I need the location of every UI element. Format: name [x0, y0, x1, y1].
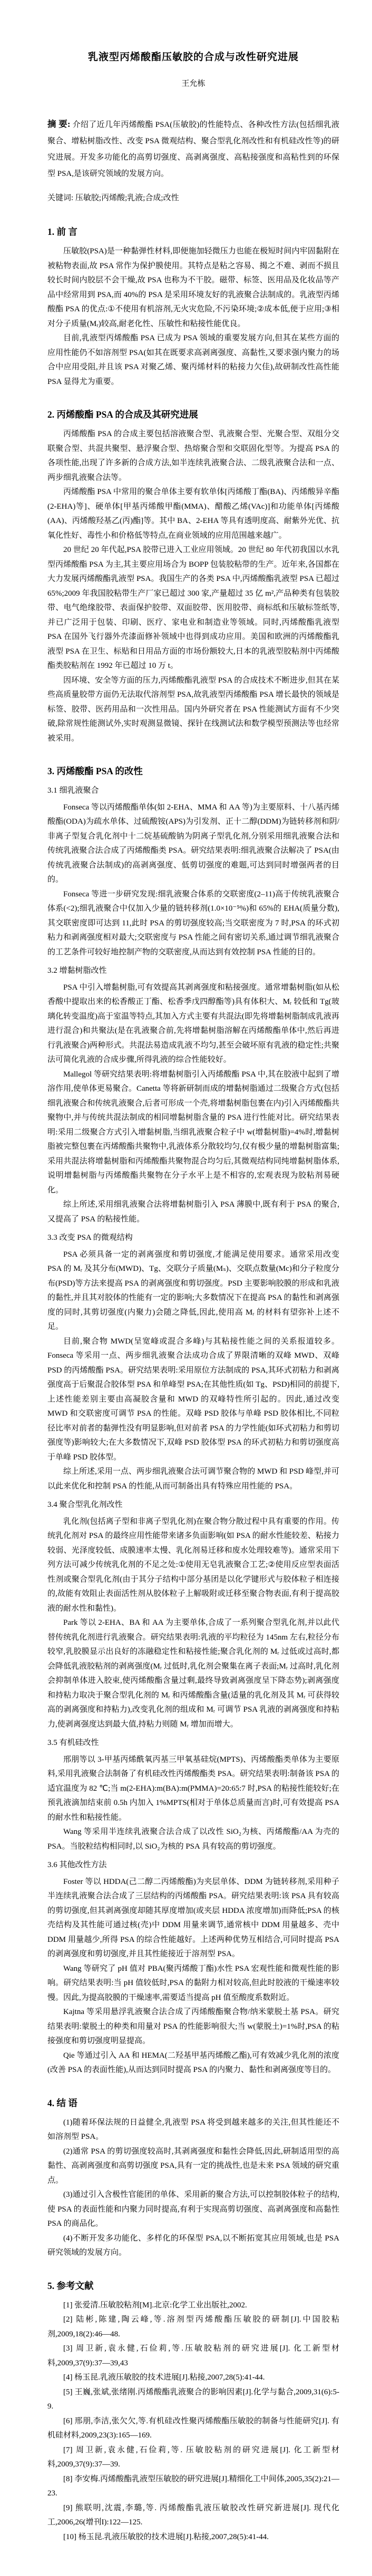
abstract-text: 介绍了近几年丙烯酸酯 PSA(压敏胶)的性能特点、各种改性方法(包括细乳液聚合、增粘树脂改性、改变 PSA 微观结构、聚合型乳化剂改性和有机硅改性等)的研究进展。开发多功能化的高剪切强度、高剥离强度、高粘接强度和高粘性到的环保型 PSA,是该研究领域的发展方向。 [47, 121, 339, 178]
keywords-line [47, 190, 339, 206]
paragraph: 乳化剂(包括离子型和非离子型乳化剂)在聚合物分散过程中具有重要的作用。传统乳化剂对 PSA 的最终应用性能带来诸多负面影响(如 PSA 的耐水性能较差、粘接力较弱、光泽度较低、成膜速率太慢、乳化剂易迁移和废水处理较难等)。通常采用下列方法可减少传统乳化剂的不足之处:①使用无皂乳液聚合工艺;②使用反应型表面活性剂或聚合型乳化剂(由于其分子结构中部分基团是以化学键形式与胶体粒子相连接的,故能有效阻止表面活性剂从胶体粒子上解吸附或迁移至聚合物表面,有利于提高胶液的耐水性和黏性)。 [47, 1517, 339, 1613]
paragraph: 丙烯酸酯 PSA 的合成主要包括溶液聚合型、乳液聚合型、光聚合型、双组分交联聚合型、共混共聚型、悬浮聚合型、热熔聚合型和交联固化型等。为提高 PSA 的各项性能,出现了许多新的合成方法,如半连续乳液聚合法、二级乳液聚合法和一点、两步细乳液聚合法等。 [47, 430, 339, 482]
paragraph: Fonseca 等以丙烯酸酯单体(如 2-EHA、MMA 和 AA 等)为主要原料、十八基丙烯酸酯(ODA)为疏水单体、过硫酸铵(APS)为引发剂、正十二醇(DDM)为链转移剂和阴/非离子型复合乳化剂中十二烷基硫酸钠为阴离子型乳化剂,分别采用细乳液聚合法和传统乳液聚合法合成了丙烯酸酯类 PSA。研究结果表明:细乳液聚合法解决了 PSA(由传统乳液聚合法制成)的高剥离强度、低剪切强度的难题,可达到同时增强两者的目的。 [47, 803, 339, 884]
reference-item: [3] 周卫新,袁永健,石俭莉,等.压敏胶粘剂的研究进展[J]. 化工新型材料,2009,37(9):37—39,43 [47, 2344, 339, 2367]
page-title: 乳液型丙烯酸酯压敏胶的合成与改性研究进展 [87, 52, 299, 63]
reference-item: [5] 王巍,张斌,张绪刚.丙烯酸酯乳液聚合的影响因素[J].化学与黏合,2009,31(6):5-9. [47, 2387, 339, 2411]
reference-item: [8] 李安梅.丙烯酸酯乳液型压敏胶的研究进展[J].精细化工中间体,2005,35(2):21—23. [47, 2474, 339, 2498]
paragraph: Wang 等研究了 pH 值对 PBA(聚丙烯酸丁酯)水性 PSA 宏观性能和微观性能的影响。研究结果表明:当 pH 值较低时,PSA 的黏附力相对较高,但此时胶液的干燥速率较慢。因此,为提高胶膜的干燥速率,需要适当提高 pH 值至酸度系数附近。 [47, 1964, 339, 2002]
abstract [47, 116, 339, 182]
subsection-heading-3-4: 3.4 聚合型乳化剂改性 [47, 1501, 123, 1509]
paragraph: 因环境、安全等方面的压力,丙烯酸酯乳液型 PSA 的合成技术不断进步,但其在某些高质量胶带方面仍无法取代溶剂型 PSA,故乳液型丙烯酸酯 PSA 增长最快的领域是标签、胶带、医药用品和一次性用品。国内外研究者在 PSA 性能测试方面有不少突破,除常规性能测试外,实时观测显微镜、探针在线测试法和数学模型预测法等也经常被采用。 [47, 676, 339, 743]
reference-item: [10] 杨玉昆.乳液压敏胶的技术进展[J].粘接,2007,28(5):41-44. [63, 2532, 269, 2541]
paragraph: 综上所述,采用细乳液聚合法将增黏树脂引入 PSA 薄膜中,既有利于 PSA 的聚合,又提高了 PSA 的粘接性能。 [47, 1200, 339, 1223]
paragraph: Foster 等以 HDDA(己二醇二丙烯酸酯)为夹层单体、DDM 为链转移剂,采用种子半连续乳液聚合法合成了三层结构的丙烯酸酯 PSA。研究结果表明:该 PSA 具有较高的剪切强度,但其剥离强度却随其厚度增加(或夹层 HDDA 浓度增加)而降低;PSA 的核壳结构及其性能可通过核(壳)中 DDM 用量来调节,通常核中 DDM 用量越多、壳中 DDM 用量越少,所得 PSA 的综合性能越好。上述两种优势互相结合,可同时提高 PSA 的剥离强度和剪切强度,并且其性能接近于溶剂型 PSA。 [47, 1877, 339, 1958]
paragraph: Kajtna 等采用悬浮乳液聚合法合成了丙烯酸酯聚合物/纳米蒙脱土基 PSA。研究结果表明:蒙脱土的种类和用量对 PSA 的性能影响很大;当 w(蒙脱土)=1%时,PSA 的粘接强度和剪切强度明显提高。 [47, 2008, 339, 2045]
paragraph: 压敏胶(PSA)是一种黏弹性材料,即便施加轻微压力也能在极短时间内牢固黏附在被粘物表面,故 PSA 常作为保护膜使用。其特点是粘之容易、揭之不难、剥而不损且较长时间内胶层不会干燥,故 PSA 也称为不干胶。磁带、标签、医用品及化妆品等产品中经常用到 PSA,而 40%的 PSA 是采用环境友好的乳液聚合法制成的。乳液型丙烯酸酯 PSA 的优点:①不使用有机溶剂,无火灾危险,不污染环境;②成本低,便于应用;③相对分子质量(Mᵣ)较高,耐老化性、压敏性和粘接性能优良。 [47, 247, 339, 328]
section-heading-5: 5. 参考文献 [47, 2280, 94, 2291]
paragraph: 综上所述,采用一点、两步细乳液聚合法可调节聚合物的 MWD 和 PSD 峰型,并可以此来优化和控制 PSA 的性能,从而可制备出具有特殊应用性能的 PSA。 [47, 1467, 339, 1491]
author: 王允栋 [181, 80, 205, 88]
paragraph: Park 等以 2-EHA、BA 和 AA 为主要单体,合成了一系列聚合型乳化剂,并以此代替传统乳化剂进行乳液聚合。研究结果表明:乳液的平均粒径为 145nm 左右,粒径分布较窄,乳胶膜显示出良好的冻融稳定性和粘接性能;聚合乳化剂的 Mᵣ 过低或过高时,都会降低乳液胶粘剂的剥离强度(Mᵣ 过低时,乳化剂会聚集在离子表面;Mᵣ 过高时,乳化剂会抑制单体进入胶束,使丙烯酸酯含量过剩,最终导致剥离强度呈下降态势);剥离强度和持粘力取决于聚合型乳化剂的 Mᵣ 和丙烯酸酯含量(适量的乳化剂及其 Mᵣ 可获得较高的剥离强度和持粘力),改变乳化剂的组成和 Mᵣ 可调节 PSA 乳液的剥离强度和持粘力,使剥离强度达到最大值,持粘力则随 Mᵣ 增加而增大。 [47, 1618, 339, 1729]
subsection-heading-3-3: 3.3 改变 PSA 的微观结构 [47, 1233, 133, 1242]
keywords-label: 关键词: [47, 194, 74, 202]
reference-item: [4] 杨玉昆.乳液压敏胶的技术进展[J].粘接,2007,28(5):41-44. [63, 2373, 265, 2382]
reference-item: [2] 陆彬,陈建,陶云峰,等.溶剂型丙烯酸酯压敏胶的研制[J].中国胶粘剂,2009,18(2):46—48. [47, 2315, 339, 2338]
paragraph: (4)不断开发多功能化、多样化的环保型 PSA,以不断拓宽其应用领域,也是 PSA 研究领域的发展方向。 [47, 2234, 339, 2257]
subsection-heading-3-5: 3.5 有机硅改性 [47, 1739, 99, 1747]
paragraph: PSA 必须具备一定的剥离强度和剪切强度,才能满足使用要求。通常采用改变 PSA 的 Mᵣ 及其分布(MWD)、Tg、交联分子质量(Mₛ)、交联点数量(Mc)和分子粒度分布(PSD)等方法来提高 PSA 的剥离强度和剪切强度。PSD 主要影响胶膜的形成和乳液的黏性,并且其对胶体的性能有一定的影响;大多数情况下在提高 PSA 的黏性和剥离强度的同时,其剪切强度(内聚力)会随之降低,因此,使用高 Mᵣ 的材料有望弥补上述不足。 [47, 1250, 339, 1331]
paragraph: 20 世纪 20 年代起,PSA 胶带已进入工业应用领域。20 世纪 80 年代初我国以水乳型丙烯酸酯 PSA 为主,其主要应用场合为 BOPP 包装胶粘带的生产。近年来,各国都在大力发展丙烯酸酯乳液型 PSA。我国生产的各类 PSA 中,丙烯酸酯乳液型 PSA 已超过 65%;2009 年我国胶粘带生产厂家已超过 300 家,产量超过 35 亿 m²,产品种类有包装胶带、电气绝缘胶带、表面保护胶带、双面胶带、医用胶带、商标纸和压敏标签纸等,并已广泛用于包装、印刷、医疗、家电业和制造业等领域。同时,丙烯酸酯乳液型 PSA 在国外飞行器外壳漆面修补领域中也得到成功应用。美国和欧洲的丙烯酸酯乳液型 PSA 在卫生、标贴和日用品方面的市场份额较大,日本的乳液型胶粘剂中丙烯酸酯类胶粘剂在 1992 年已超过 10 万 t。 [47, 546, 339, 670]
paragraph: Wang 等采用半连续乳液聚合法合成了以改性 SiO₂为核、丙烯酸酯/AA 为壳的 PSA。当胶粒结构相同时,以 SiO₂为核的 PSA 具有较高的剪切强度。 [47, 1828, 339, 1851]
section-heading-4: 4. 结 语 [47, 2097, 77, 2108]
paragraph: (3)通过引入含极性官能团的单体、采用新的聚合方法,可以控制胶体粒子的结构,使 PSA 的表面性能和内聚力同时提高,有利于实现高剪切强度、高剥离强度和高黏性 PSA 的商品化。 [47, 2190, 339, 2228]
subsection-heading-3-1: 3.1 细乳液聚合 [47, 786, 99, 795]
paragraph: PSA 中引入增黏树脂,可有效提高其剥离强度和粘接强度。通常增黏树脂(如从松香酸中提取出来的松香酸正丁酯、松香季戊四醇酯等)具有体积大、Mᵣ 较低和 Tg(玻璃化转变温度)高于室温等特点,其加入方式主要有共混法(即先将增黏树脂制成乳液再进行混合)和共聚法(是在乳液聚合前,先将增黏树脂溶解在丙烯酸酯单体中,然后再进行乳液聚合)两种形式。共混法易造成乳液不均匀,甚至会破坏原有乳液的稳定性;共聚法可简化乳液的合成步骤,所得乳液的综合性能较好。 [47, 983, 339, 1064]
subsection-heading-3-6: 3.6 其他改性方法 [47, 1861, 107, 1869]
paragraph: 邢朋等以 3-甲基丙烯酰氧丙基三甲氧基硅烷(MPTS)、丙烯酸酯类单体为主要原料,采用乳液聚合法制备了有机硅改性丙烯酸酯类 PSA。研究结果表明:制备该 PSA 的适宜温度为 82 ℃;当 m(2-EHA):m(BA):m(PMMA)=20:65:7 时,PSA 的粘接性能较好;在预乳液滴加结束前 0.5h 内加入 1%MPTS(相对于单体总质量而言)时,可有效提高 PSA 的耐水性和粘接性能。 [47, 1755, 339, 1822]
keywords-text: 压敏胶;丙烯酸;乳液;合成;改性 [75, 194, 179, 202]
paragraph: Qie 等通过引入 AA 和 HEMA(二羟基甲基丙烯酸乙酯),可有效减少乳化剂的浓度(改善 PSA 的表面性能),从而达到同时提高 PSA 的内聚力、黏性和剥离强度等目的。 [47, 2051, 339, 2074]
section-heading-3: 3. 丙烯酸酯 PSA 的改性 [47, 766, 143, 776]
paragraph: (1)随着环保法规的日益健全,乳液型 PSA 将受到越来越多的关注,但其性能还不如溶剂型 PSA。 [47, 2118, 339, 2141]
reference-item: [6] 邢朋,李洁,张欠欠,等.有机硅改性聚丙烯酸酯压敏胶的制备与性能研究[J]. 有机硅材料,2009,23(3):165—169. [47, 2416, 339, 2440]
paragraph: 目前,乳液型丙烯酸酯 PSA 已成为 PSA 领域的重要发展方向,但其在某些方面的应用性能仍不如溶剂型 PSA(如其在既要求高剥离强度、高黏性,又要求强内聚力的场合中应用受阻,并且该 PSA 对聚乙烯、聚丙烯材料的粘接力欠佳),故研制改性高性能 PSA 显得尤为重要。 [47, 334, 339, 386]
subsection-heading-3-2: 3.2 增黏树脂改性 [47, 966, 107, 975]
section-heading-1: 1. 前 言 [47, 226, 77, 237]
reference-item: [1] 张爱清.压敏胶粘剂[M].北京:化学工业出版社,2002. [63, 2301, 247, 2309]
reference-item: [9] 熊联明,沈震,李璐,等. 丙烯酸酯乳液压敏胶改性研究新进展[J]. 现代化工,2006,26(增刊I):122—125. [47, 2503, 339, 2526]
paragraph: Fonseca 等进一步研究发现:细乳液聚合体系的交联密度(2–11)高于传统乳液聚合体系(<2);细乳液聚合中仅加入少量的链转移剂(1.0×10⁻⁵%)和 65%的 EHA(质量分数),其交联密度即可达到 11,此时 PSA 的剪切强度较高;当交联密度为 7 时,PSA 的环式初粘力和剥离强度相对最大;交联密度与 PSA 性能之间有密切关系,通过调节细乳液聚合的工艺条件可较好地控制产物的交联密度,从而达到有效控制 PSA 性能的目的。 [47, 890, 339, 956]
section-heading-2: 2. 丙烯酸酯 PSA 的合成及其研究进展 [47, 409, 198, 420]
reference-item: [7] 周卫新,袁永健,石俭莉,等. 压敏胶粘剂的研究进展[J]. 化工新型材料,2009,37(9):37—39. [47, 2445, 339, 2469]
paragraph: 目前,聚合物 MWD(呈宽峰或混合多峰)与其粘接性能之间的关系报道较多。Fonseca 等采用一点、两步细乳液聚合法成功合成了界限清晰的双峰 MWD、双峰 PSD 的丙烯酸酯 PSA。研究结果表明:采用原位方法制成的 PSA,其环式初粘力和剥离强度高于后聚混合胶体型 PSA 和单峰型 PSA;在其他性质(如 Tg、PSD)相同的前提下,上述性能差别主要由高凝胶含量和 MWD 的双峰特性所引起的。因此,通过改变 MWD 和交联密度可调节 PSA 的性能。双峰 PSD 胶体与单峰 PSD 胶体相比,不同粒径比率对前者的黏弹性没有明显影响,但对前者 PSA 的力学性能(如环式初粘力和剪切强度等)影响较大;在大多数情况下,双峰 PSD 胶体型 PSA 的环式初粘力和剪切强度高于单峰 PSD 胶体型。 [47, 1337, 339, 1462]
abstract-label: 摘 要: [47, 119, 71, 129]
paragraph: 丙烯酸酯 PSA 中常用的聚合单体主要有软单体[丙烯酸丁酯(BA)、丙烯酸异辛酯(2-EHA)等]、硬单体[甲基丙烯酸甲酯(MMA)、醋酸乙烯(VAc)]和功能单体[丙烯酸(AA)、丙烯酸羟基乙(丙)酯]等。其中 BA、2-EHA 等具有透明度高、耐紫外光优、抗氧化性好、毒性小和价格低等特点,在商业领域的应用范围越来越广。 [47, 488, 339, 540]
paragraph: (2)通常 PSA 的剪切强度较高时,其剥离强度和黏性会降低,因此,研制适用型的高黏性、高剥离强度和高剪切强度 PSA,具有一定的挑战性,也是未来 PSA 领域的研究重点。 [47, 2147, 339, 2185]
paragraph: Mallegol 等研究结果表明:将增黏树脂引入丙烯酸酯 PSA 中,其在胶液中起到了增溶作用,使单体更易聚合。Canetta 等将新研制而成的增黏树脂通过二级聚合方式(包括细乳液聚合和传统乳液聚合,后者可形成一个壳,将增黏树脂包裹在内)引入丙烯酸酯共聚物中,并与传统共混法制成的相同增黏树脂含量的 PSA 进行性能对比。研究结果表明:采用二级聚合方式引入增黏树脂,当细乳液聚合粒子中 w(增黏树脂)=4%时,增黏树脂被完整包裹在丙烯酸酯共聚物中,乳液体系分散较均匀,仅有极少量的增黏树脂富集;采用共混法将增黏树脂和丙烯酸酯共聚物混合均匀后,其微观结构同纯增黏树脂体系,说明增黏树脂与丙烯酸酯共聚物在分子水平上是不相容的,宏观表现为胶粘剂易硬化。 [47, 1070, 339, 1195]
